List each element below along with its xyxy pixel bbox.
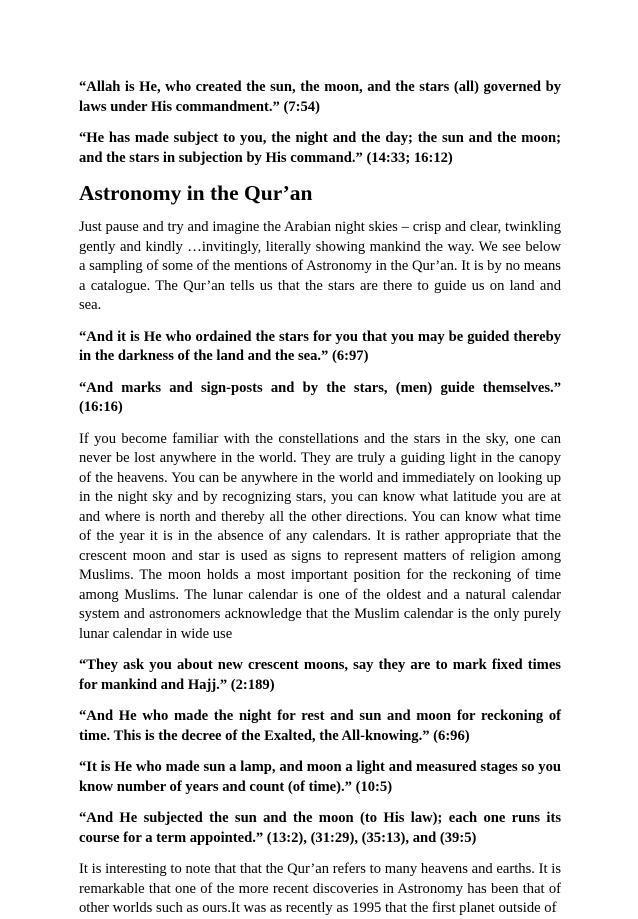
- quote-6-97: “And it is He who ordained the stars for you that you may be guided thereby in the darkness of the land and the sea.” (6:97): [79, 328, 561, 364]
- quote-7-54: “Allah is He, who created the sun, the moon, and the stars (all) governed by laws under His commandment.” (7:54): [79, 79, 561, 115]
- intro-paragraph: Just pause and try and imagine the Arabian night skies – crisp and clear, twinkling gently and kindly …invitingly, literally showing mankind the way. We see below a sampling of some of the mentions of Astronomy in the Qur’an. It is by no means a catalogue. The Qur’an tells us that the stars are there to guide us on land and sea.: [79, 219, 561, 313]
- quote-6-96: “And He who made the night for rest and sun and moon for reckoning of time. This is the decree of the Exalted, the All-knowing.” (6:96): [79, 708, 561, 744]
- document-page: [79, 78, 561, 919]
- section-heading: Astronomy in the Qur’an: [79, 181, 313, 205]
- quote-2-189: “They ask you about new crescent moons, say they are to mark fixed times for mankind and Hajj.” (2:189): [79, 657, 561, 693]
- quote-14-33: “He has made subject to you, the night and the day; the sun and the moon; and the stars in subjection by His command.” (14:33; 16:12): [79, 130, 561, 166]
- constellations-paragraph: If you become familiar with the constellations and the stars in the sky, one can never be lost anywhere in the world. They are truly a guiding light in the canopy of the heavens. You can be anywhere in the world and immediately on looking up in the night sky and by recognizing stars, you can know what latitude you are at and where is north and thereby all the other directions. You can know what time of the year it is in the absence of any calendars. It is rather appropriate that the crescent moon and star is used as signs to represent matters of religion among Muslims. The moon holds a most important position for the reckoning of time among Muslims. The lunar calendar is one of the oldest and a natural calendar system and astronomers acknowledge that the Muslim calendar is the only purely lunar calendar in wide use: [79, 430, 561, 642]
- quote-10-5: “It is He who made sun a lamp, and moon a light and measured stages so you know number of years and count (of time).” (10:5): [79, 759, 561, 795]
- quote-16-16: “And marks and sign-posts and by the stars, (men) guide themselves.” (16:16): [79, 379, 561, 415]
- heavens-paragraph: It is interesting to note that that the Qur’an refers to many heavens and earths. It is remarkable that one of the more recent discoveries in Astronomy has been that of other worlds such as ours.It was as recently as 1995 that the first planet outside of: [79, 861, 561, 916]
- quote-13-2: “And He subjected the sun and the moon (to His law); each one runs its course for a term appointed.” (13:2), (31:29), (35:13), and (39:5): [79, 810, 561, 846]
